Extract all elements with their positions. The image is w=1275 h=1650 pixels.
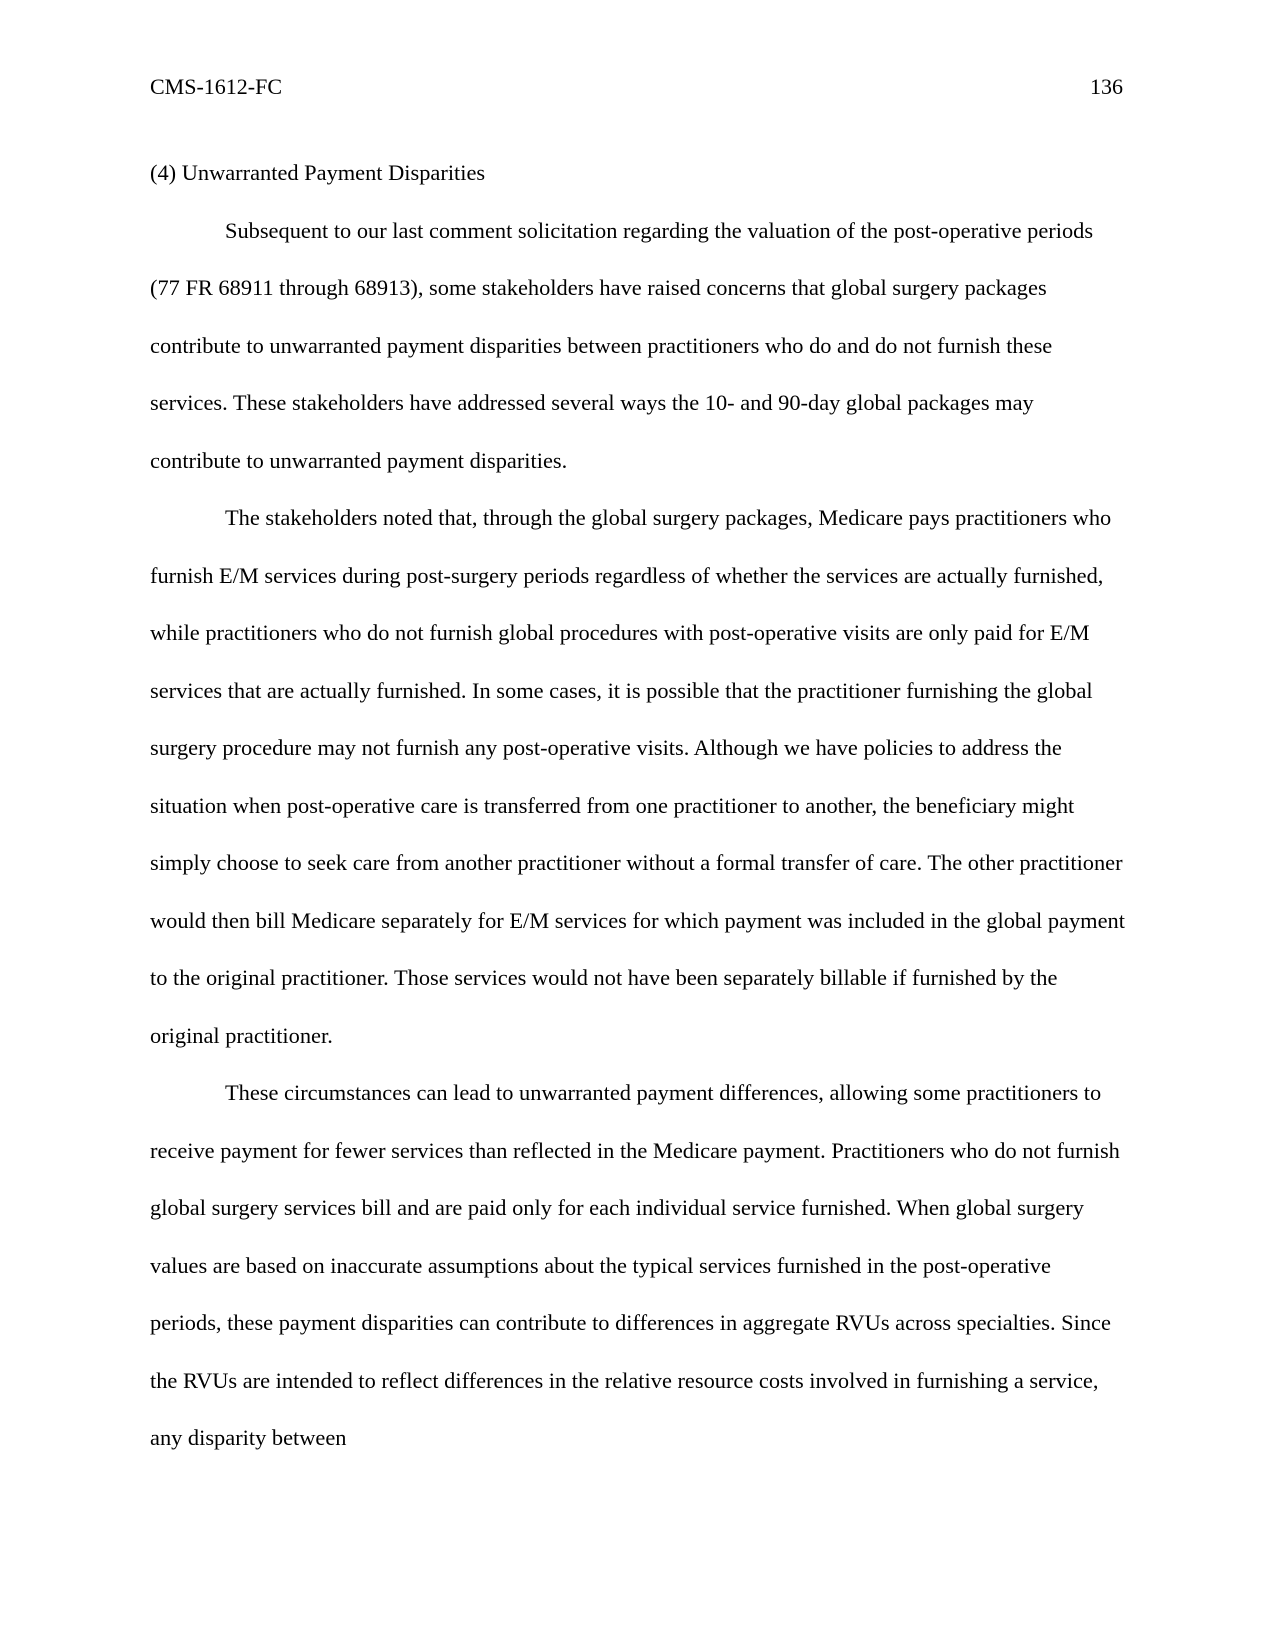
paragraph-1: Subsequent to our last comment solicitation regarding the valuation of the post-operative periods (77 FR 68911 through 68913), some stakeholders have raised concerns that global surgery packages contribute to unwarranted payment disparities between practitioners who do and do not furnish these services. These stakeholders have addressed several ways the 10- and 90-day global packages may contribute to unwarranted payment disparities. xyxy=(150,217,1094,473)
document-body xyxy=(150,144,1125,1467)
paragraph-3: These circumstances can lead to unwarranted payment differences, allowing some practitioners to receive payment for fewer services than reflected in the Medicare payment. Practitioners who do not furnish global surgery services bill and are paid only for each individual service furnished. When global surgery values are based on inaccurate assumptions about the typical services furnished in the post-operative periods, these payment disparities can contribute to differences in aggregate RVUs across specialties. Since the RVUs are intended to reflect differences in the relative resource costs involved in furnishing a service, any disparity between xyxy=(150,1080,1120,1450)
document-id: CMS-1612-FC xyxy=(150,74,283,99)
section-heading: (4) Unwarranted Payment Disparities xyxy=(150,160,486,185)
paragraph-2: The stakeholders noted that, through the global surgery packages, Medicare pays practitioners who furnish E/M services during post-surgery periods regardless of whether the services are actually furnished, while practitioners who do not furnish global procedures with post-operative visits are only paid for E/M services that are actually furnished. In some cases, it is possible that the practitioner furnishing the global surgery procedure may not furnish any post-operative visits. Although we have policies to address the situation when post-operative care is transferred from one practitioner to another, the beneficiary might simply choose to seek care from another practitioner without a formal transfer of care. The other practitioner would then bill Medicare separately for E/M services for which payment was included in the global payment to the original practitioner. Those services would not have been separately billable if furnished by the original practitioner. xyxy=(150,505,1125,1048)
page-number: 136 xyxy=(1090,74,1123,99)
